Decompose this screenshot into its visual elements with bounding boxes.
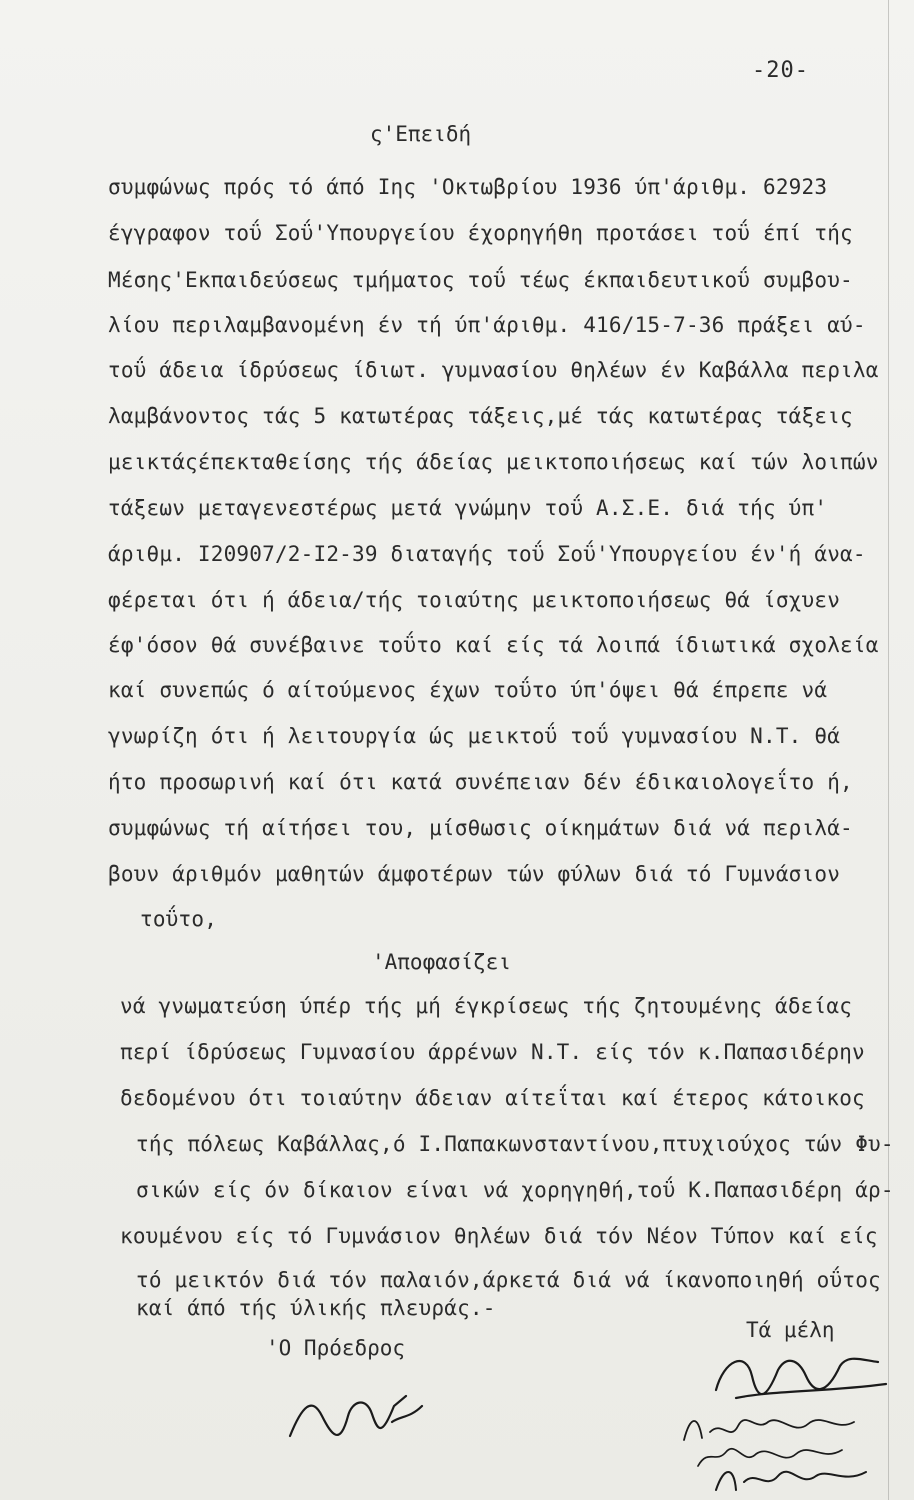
body-line: τοΰ άδεια ίδρύσεως ίδιωτ. γυμνασίου θηλέων έν Καβάλλα περιλα (108, 358, 879, 382)
member-signature-4 (708, 1456, 878, 1500)
body-line: έγγραφον τοΰ Σοΰ'Υπουργείου έχορηγήθη προτάσει τοΰ έπί τής (108, 221, 853, 245)
decision-line: τής πόλεως Καβάλλας,ό Ι.Παπακωνσταντίνου,πτυχιούχος τών Φυ- (136, 1132, 894, 1156)
members-label: Τά μέλη (746, 1318, 835, 1342)
body-line: τοΰτο, (140, 907, 218, 931)
bleed-through-text (589, 52, 601, 73)
decision-line: τό μεικτόν διά τόν παλαιόν,άρκετά διά νά ίκανοποιηθή οΰτος (136, 1268, 881, 1292)
heading-decides: 'Αποφασίζει (372, 950, 512, 974)
body-line: έφ'όσον θά συνέβαινε τοΰτο καί είς τά λοιπά ίδιωτικά σχολεία (108, 633, 879, 657)
body-line: ήτο προσωρινή καί ότι κατά συνέπειαν δέν έδικαιολογεΐτο ή, (108, 770, 853, 794)
body-line: λίου περιλαμβανομένη έν τή ύπ'άριθμ. 416/15-7-36 πράξει αύ- (108, 313, 866, 337)
decision-line: περί ίδρύσεως Γυμνασίου άρρένων Ν.Τ. είς τόν κ.Παπασιδέρην (120, 1040, 865, 1064)
body-line: γνωρίζη ότι ή λειτουργία ώς μεικτοΰ τοΰ γυμνασίου Ν.Τ. θά (108, 724, 841, 748)
margin-rule (888, 0, 889, 1500)
body-line: συμφώνως πρός τό άπό Ιης 'Οκτωβρίου 1936 ύπ'άριθμ. 62923 (108, 175, 828, 199)
body-line: άριθμ. I20907/2-I2-39 διαταγής τοΰ Σοΰ'Υπουργείου έν'ή άνα- (108, 542, 866, 566)
heading-whereas: ς'Επειδή (370, 122, 472, 146)
decision-line: νά γνωματεύση ύπέρ τής μή έγκρίσεως τής ζητουμένης άδείας (120, 994, 853, 1018)
body-line: συμφώνως τή αίτήσει του, μίσθωσις οίκημάτων διά νά περιλά- (108, 816, 853, 840)
body-line: μεικτάςέπεκταθείσης τής άδείας μεικτοποιήσεως καί τών λοιπών (108, 450, 879, 474)
body-line: λαμβάνοντος τάς 5 κατωτέρας τάξεις,μέ τάς κατωτέρας τάξεις (108, 404, 853, 428)
body-line: Μέσης'Εκπαιδεύσεως τμήματος τοΰ τέως έκπαιδευτικοΰ συμβου- (108, 268, 853, 292)
body-line: καί συνεπώς ό αίτούμενος έχων τοΰτο ύπ'όψει θά έπρεπε νά (108, 678, 828, 702)
decision-line: σικών είς όν δίκαιον είναι νά χορηγηθή,τοΰ Κ.Παπασιδέρη άρ- (136, 1178, 894, 1202)
body-line: φέρεται ότι ή άδεια/τής τοιαύτης μεικτοποιήσεως θά ίσχυεν (108, 588, 841, 612)
decision-line: δεδομένου ότι τοιαύτην άδειαν αίτεΐται καί έτερος κάτοικος (120, 1086, 865, 1110)
member-signature-1 (706, 1340, 896, 1410)
president-signature (282, 1376, 432, 1456)
body-line: βουν άριθμόν μαθητών άμφοτέρων τών φύλων διά τό Γυμνάσιον (108, 862, 841, 886)
decision-line: κουμένου είς τό Γυμνάσιον θηλέων διά τόν Νέον Τύπον καί είς (120, 1224, 878, 1248)
decision-line: καί άπό τής ύλικής πλευράς.- (136, 1296, 496, 1320)
page-number: -20- (752, 58, 809, 83)
president-label: 'Ο Πρόεδρος (266, 1336, 406, 1360)
body-line: τάξεων μεταγενεστέρως μετά γνώμην τοΰ Α.Σ.Ε. διά τής ύπ' (108, 496, 828, 520)
